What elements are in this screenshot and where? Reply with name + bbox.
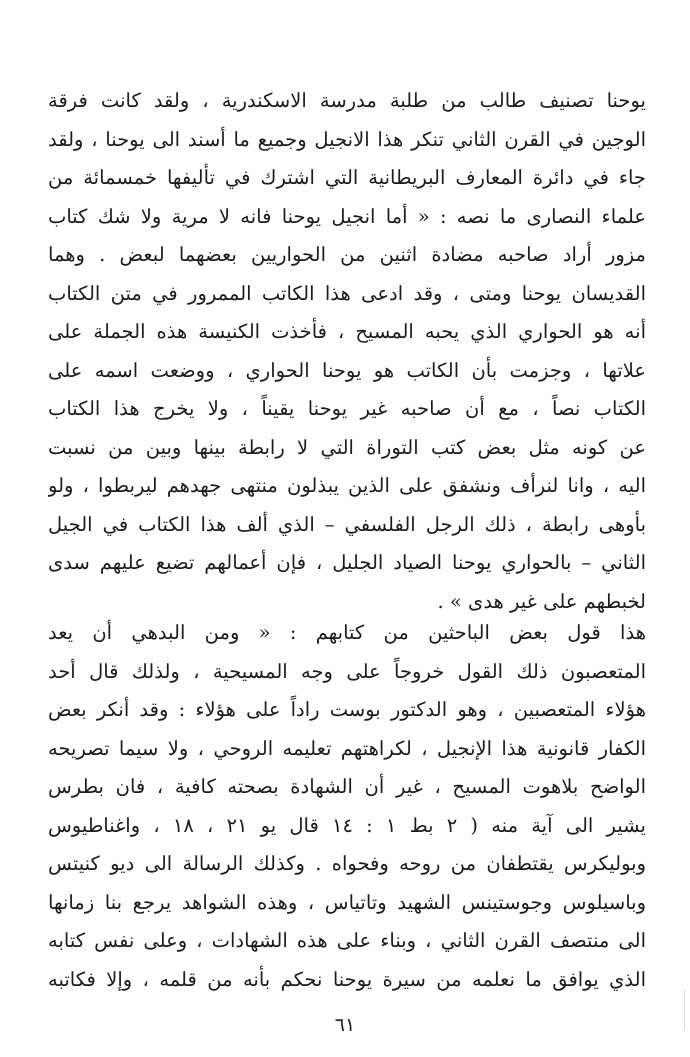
text-line: جاء في دائرة المعارف البريطانية التي اشترك في تأليفها خمسمائة من [48,166,646,189]
text-line: الواضح بلاهوت المسيح ، غير أن الشهادة بصحته كافية ، فان بطرس [48,775,646,798]
text-line: القديسان يوحنا ومتى ، وقد ادعى هذا الكاتب الممرور في متن الكتاب [48,281,646,305]
text-line: يشير الى آية منه ( ٢ بط ١ : ١٤ قال يو ٢١ ، ١٨ ، واغناطيوس [48,813,646,837]
text-line: هؤلاء المتعصبين ، وهو الدكتور بوست راداً على هؤلاء : وقد أنكر بعض [48,698,646,721]
text-line: يوحنا تصنيف طالب من طلبة مدرسة الاسكندرية ، ولقد كانت فرقة [48,89,646,112]
text-line: الى منتصف القرن الثاني ، وبناء على هذه الشهادات ، وعلى نفس كتابه [48,929,646,952]
text-line: عن كونه مثل بعض كتب التوراة التي لا رابطة بينها وبين من نسبت [48,435,646,459]
text-line: الثاني – بالحواري يوحنا الصياد الجليل ، فإن أعمالهم تضيع عليهم سدى [48,551,646,574]
text-line: الكتاب نصاً ، مع أن صاحبه غير يوحنا يقيناً ، ولا يخرج هذا الكتاب [48,397,646,420]
text-line: الوجين في القرن الثاني تنكر هذا الانجيل وجميع ما أسند الى يوحنا ، ولقد [48,127,646,151]
page-number: ٦١ [334,1014,356,1036]
text-line: علماء النصارى ما نصه : « أما انجيل يوحنا فانه لا مرية ولا شك كتاب [48,204,646,228]
text-line: الكفار قانونية هذا الإنجيل ، لكراهتهم تعليمه الروحي ، ولا سيما تصريحه [48,736,646,760]
page-edge-divider [684,990,685,1030]
text-line: اليه ، وانا لنرأف ونشفق على الذين يبذلون منتهى جهدهم ليربطوا ، ولو [48,474,646,497]
text-line: الذي يوافق ما نعلمه من سيرة يوحنا نحكم بأنه من قلمه ، وإلا فكاتبه [48,967,646,991]
text-line: علاتها ، وجزمت بأن الكاتب هو يوحنا الحواري ، ووضعت اسمه على [48,358,646,382]
text-line: بأوهى رابطة ، ذلك الرجل الفلسفي – الذي ألف هذا الكتاب في الجيل [48,512,646,536]
paragraph-2 [48,614,646,999]
text-line: مزور أراد صاحبه مضادة اثنين من الحواريين بعضهما لبعض . وهما [48,243,646,266]
text-line: لخبطهم على غير هدى » . [437,589,646,613]
paragraph-1 [48,82,646,621]
text-line: أنه هو الحواري الذي يحبه المسيح ، فأخذت الكنيسة هذه الجملة على [48,320,646,343]
text-line: وباسيلوس وجوستينس الشهيد وتاتياس ، وهذه الشواهد يرجع بنا زمانها [48,890,646,914]
text-line: هذا قول بعض الباحثين من كتابهم : « ومن البدهي أن يعد [48,621,646,644]
text-line: وبوليكرس يقتطفان من روحه وفحواه . وكذلك الرسالة الى ديو كنيتس [48,852,646,875]
text-line: المتعصبون ذلك القول خروجاً على وجه المسيحية ، ولذلك قال أحد [48,659,646,683]
